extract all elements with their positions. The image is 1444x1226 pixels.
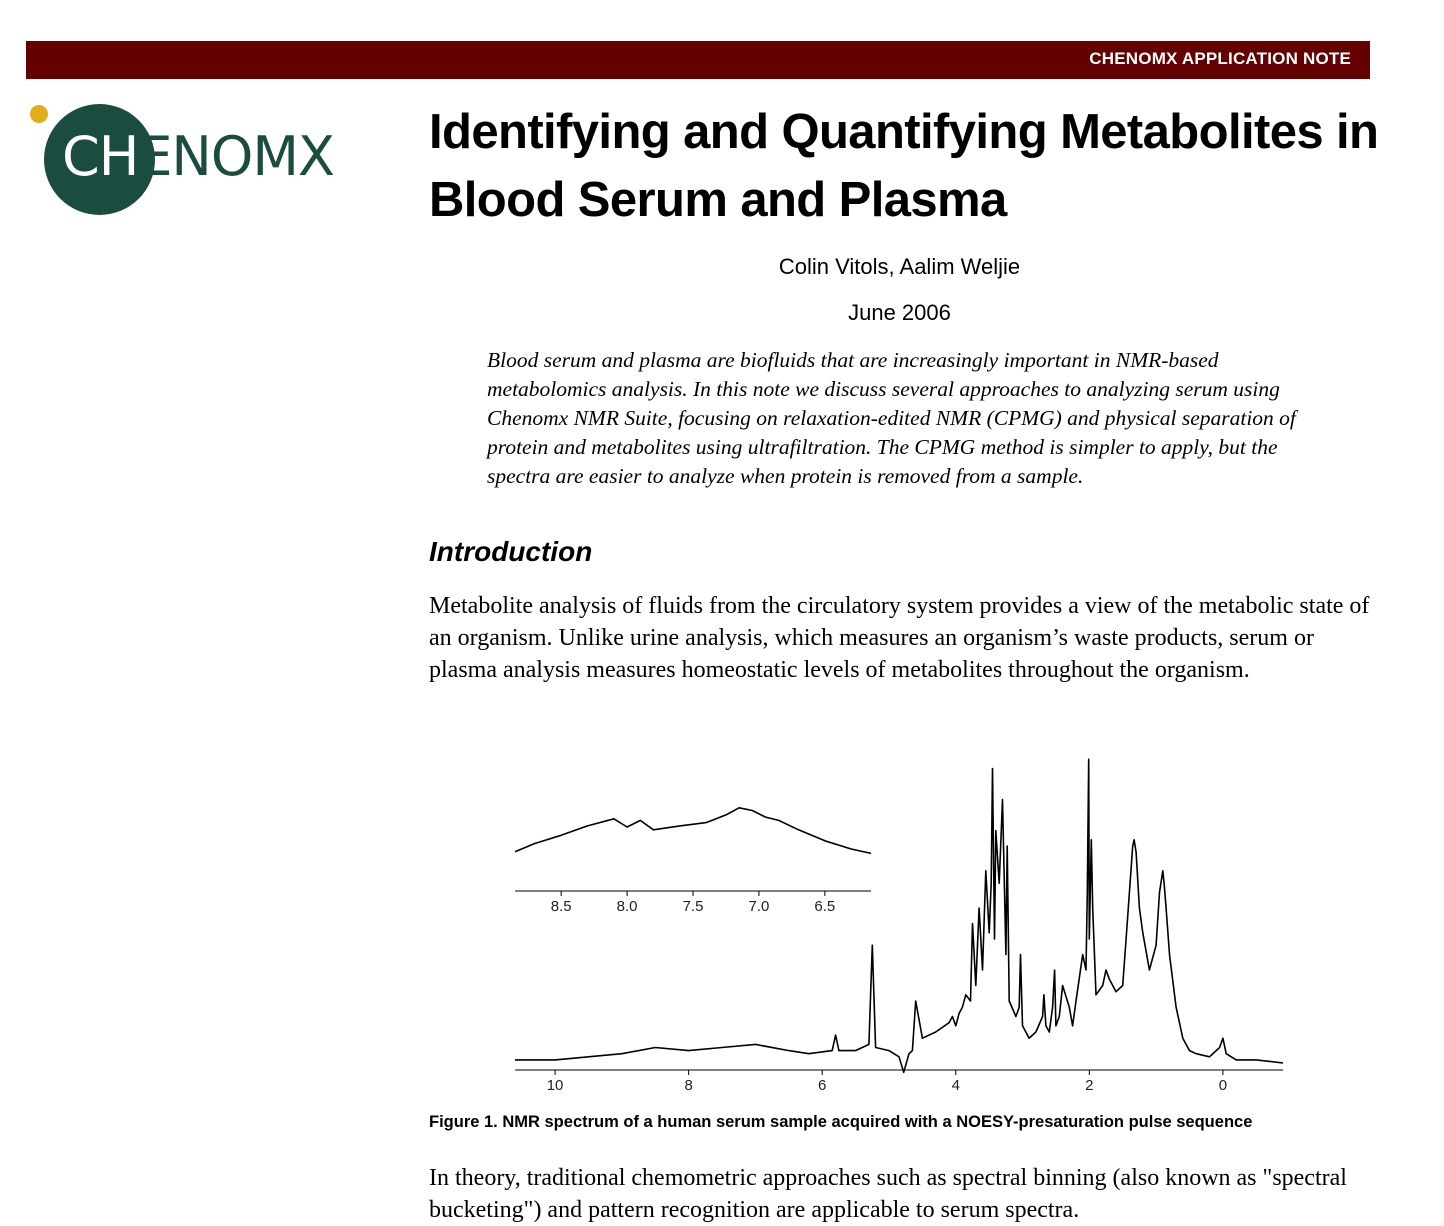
- logo-text-green: ENOMX: [138, 125, 334, 188]
- figure-caption: Figure 1. NMR spectrum of a human serum sample acquired with a NOESY-presaturation pulse sequence: [429, 1113, 1253, 1131]
- logo-dot-icon: [30, 105, 48, 123]
- main-spectrum-tick-label-3: 4: [951, 1077, 960, 1094]
- main-spectrum-tick-label-4: 2: [1085, 1077, 1094, 1094]
- logo-wordmark: [62, 122, 334, 192]
- logo-text-white: CH: [62, 125, 139, 188]
- banner-title: CHENOMX APPLICATION NOTE: [1089, 49, 1351, 68]
- intro-paragraph: Metabolite analysis of fluids from the circulatory system provides a view of the metabolic state of an organism. Unlike urine analysis, which measures an organism’s waste products, serum or plasma analysis measures homeostatic levels of metabolites throughout the organism.: [429, 593, 1370, 683]
- chenomx-logo: [28, 100, 378, 220]
- section-heading-introduction: Introduction: [429, 536, 593, 567]
- nmr-spectrum-chart: [500, 745, 1300, 1100]
- inset-spectrum-tick-label-3: 7.0: [748, 898, 770, 915]
- main-spectrum-tick-label-1: 8: [684, 1077, 693, 1094]
- inset-spectrum-tick-label-2: 7.5: [682, 898, 704, 915]
- document-title: Identifying and Quantifying Metabolites in Blood Serum and Plasma: [429, 105, 1379, 227]
- publication-date: June 2006: [848, 300, 951, 325]
- inset-spectrum-tick-label-4: 6.5: [814, 898, 836, 915]
- main-spectrum-tick-label-5: 0: [1218, 1077, 1228, 1094]
- main-spectrum-tick-label-2: 6: [818, 1077, 827, 1094]
- inset-spectrum-series-line-0: [515, 808, 871, 854]
- header-banner: [26, 41, 1370, 79]
- body-paragraph: In theory, traditional chemometric approaches such as spectral binning (also known as "spectral bucketing") and pattern recognition are applicable to serum spectra.: [429, 1165, 1347, 1223]
- main-spectrum-series-line-0: [515, 759, 1283, 1072]
- main-spectrum-tick-label-0: 10: [546, 1077, 564, 1094]
- inset-spectrum-tick-label-1: 8.0: [616, 898, 638, 915]
- abstract: Blood serum and plasma are biofluids that are increasingly important in NMR-based metabolomics analysis. In this note we discuss several approaches to analyzing serum using Chenomx NMR Suite, focusing on relaxation-edited NMR (CPMG) and physical separation of protein and metabolites using ultrafiltration. The CPMG method is simpler to apply, but the spectra are easier to analyze when protein is removed from a sample.: [487, 348, 1296, 488]
- inset-spectrum-tick-label-0: 8.5: [550, 898, 572, 915]
- authors: Colin Vitols, Aalim Weljie: [778, 254, 1021, 279]
- figure-1: [500, 745, 1300, 1100]
